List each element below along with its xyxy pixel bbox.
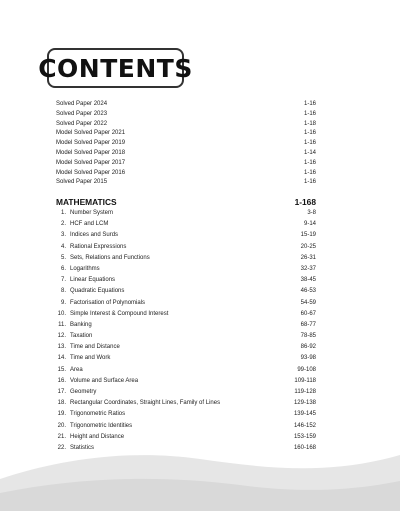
- papers-list: [56, 100, 316, 188]
- chapter-title: Time and Distance: [70, 344, 120, 351]
- chapter-entry: [56, 242, 126, 253]
- chapter-number: 14.: [57, 355, 66, 362]
- table-row: [56, 421, 316, 432]
- list-item: [56, 169, 316, 179]
- list-item: [56, 129, 316, 139]
- chapter-number: 17.: [57, 389, 66, 395]
- chapter-pages: 46-53: [300, 288, 316, 295]
- list-item: [56, 178, 316, 188]
- paper-label: Model Solved Paper 2016: [56, 169, 126, 176]
- page-title: CONTENTS: [38, 53, 193, 83]
- chapter-entry: [56, 298, 145, 309]
- chapter-pages: 139-145: [293, 411, 316, 418]
- table-row: [56, 353, 316, 364]
- table-row: [56, 298, 316, 309]
- chapter-entry: [56, 320, 92, 331]
- chapter-number: 15.: [57, 366, 66, 373]
- chapter-title: Area: [70, 366, 83, 373]
- table-row: [56, 230, 316, 241]
- chapter-entry: [56, 331, 92, 342]
- chapter-number: 12.: [57, 333, 66, 340]
- chapter-pages: 54-59: [300, 299, 316, 306]
- chapter-number: 20.: [57, 422, 66, 429]
- decorative-wave: [0, 441, 400, 511]
- chapter-pages: 153-159: [293, 433, 316, 440]
- chapter-entry: [56, 253, 150, 264]
- chapter-number: 8.: [60, 288, 66, 295]
- paper-pages: 1-14: [303, 149, 316, 156]
- contents-title-box: [38, 48, 193, 88]
- chapter-entry: [56, 286, 124, 297]
- chapter-number: 9.: [60, 299, 66, 306]
- paper-label: Model Solved Paper 2021: [56, 130, 126, 137]
- chapter-number: 18.: [57, 400, 66, 407]
- chapter-pages: 38-45: [300, 277, 316, 284]
- chapter-entry: [56, 376, 138, 387]
- chapter-number: 2.: [60, 221, 66, 228]
- chapter-pages: 160-168: [293, 444, 316, 451]
- chapter-title: Geometry: [70, 389, 97, 395]
- chapter-title: Banking: [70, 321, 92, 328]
- section-heading-row: [56, 197, 316, 207]
- chapter-entry: [56, 342, 120, 353]
- table-row: [56, 253, 316, 264]
- paper-label: Model Solved Paper 2019: [56, 140, 126, 147]
- chapter-pages: 93-98: [300, 355, 316, 362]
- chapter-title: Height and Distance: [70, 433, 125, 440]
- chapter-title: Simple Interest & Compound Interest: [70, 310, 169, 317]
- table-row: [56, 342, 316, 353]
- chapter-pages: 60-67: [300, 310, 316, 317]
- paper-label: Solved Paper 2022: [56, 120, 108, 127]
- chapter-number: 1.: [60, 210, 66, 216]
- table-row: [56, 387, 316, 398]
- chapter-title: Number System: [70, 210, 114, 216]
- chapter-entry: [56, 409, 125, 420]
- chapter-title: Rational Expressions: [70, 243, 127, 250]
- paper-pages: 1-16: [303, 140, 316, 147]
- chapter-title: Volume and Surface Area: [70, 377, 139, 384]
- paper-label: Solved Paper 2024: [56, 101, 108, 107]
- chapter-number: 5.: [60, 254, 66, 261]
- table-row: [56, 376, 316, 387]
- paper-label: Solved Paper 2015: [56, 179, 108, 186]
- chapter-entry: [56, 230, 118, 241]
- chapter-entry: [56, 219, 108, 230]
- chapter-pages: 68-77: [300, 321, 316, 328]
- paper-label: Solved Paper 2023: [56, 110, 108, 117]
- paper-label: Model Solved Paper 2017: [56, 159, 126, 166]
- table-row: [56, 286, 316, 297]
- chapter-pages: 109-118: [294, 377, 316, 384]
- chapter-pages: 99-108: [297, 366, 316, 373]
- section-heading: MATHEMATICS: [56, 197, 117, 207]
- list-item: [56, 139, 316, 149]
- chapter-title: Statistics: [70, 444, 95, 451]
- chapter-pages: 20-25: [300, 243, 316, 250]
- chapter-number: 16.: [57, 377, 66, 384]
- chapter-entry: [56, 398, 220, 409]
- table-row: [56, 275, 316, 286]
- chapter-pages: 78-85: [300, 333, 316, 340]
- chapter-number: 21.: [57, 433, 66, 440]
- chapter-number: 7.: [60, 277, 66, 284]
- chapter-title: Logarithms: [70, 265, 100, 272]
- chapter-entry: [56, 208, 113, 219]
- chapter-title: Taxation: [70, 333, 93, 340]
- chapter-entry: [56, 264, 100, 275]
- chapter-title: Rectangular Coordinates, Straight Lines, Family of Lines: [70, 400, 221, 407]
- chapter-entry: [56, 421, 132, 432]
- chapter-title: Time and Work: [70, 355, 111, 362]
- chapter-title: Quadratic Equations: [70, 288, 125, 295]
- chapter-number: 13.: [57, 344, 66, 351]
- paper-pages: 1-16: [303, 159, 316, 166]
- chapter-number: 19.: [57, 411, 66, 418]
- table-row: [56, 331, 316, 342]
- paper-pages: 1-16: [303, 179, 316, 186]
- table-row: [56, 219, 316, 230]
- paper-pages: 1-16: [303, 101, 316, 107]
- list-item: [56, 110, 316, 120]
- chapter-title: Trigonometric Identities: [70, 422, 133, 429]
- chapter-pages: 9-14: [303, 221, 316, 228]
- chapter-title: Sets, Relations and Functions: [70, 254, 150, 261]
- list-item: [56, 149, 316, 159]
- list-item: [56, 120, 316, 130]
- chapter-pages: 3-8: [307, 210, 316, 216]
- chapter-entry: [56, 275, 115, 286]
- paper-label: Model Solved Paper 2018: [56, 149, 126, 156]
- table-row: [56, 320, 316, 331]
- chapter-entry: [56, 387, 96, 398]
- table-row: [56, 309, 316, 320]
- list-item: [56, 159, 316, 169]
- chapter-entry: [56, 365, 83, 376]
- chapter-pages: 146-152: [293, 422, 316, 429]
- table-row: [56, 208, 316, 219]
- chapter-pages: 129-138: [293, 400, 316, 407]
- chapter-title: Linear Equations: [70, 277, 116, 284]
- chapter-pages: 86-92: [300, 344, 316, 351]
- chapter-number: 22.: [57, 444, 66, 451]
- chapter-title: HCF and LCM: [70, 221, 109, 228]
- chapter-number: 3.: [60, 232, 66, 239]
- chapters-list: [56, 208, 316, 454]
- paper-pages: 1-16: [303, 110, 316, 117]
- chapter-pages: 15-19: [300, 232, 316, 239]
- chapter-pages: 26-31: [300, 254, 316, 261]
- paper-pages: 1-16: [303, 130, 316, 137]
- table-row: [56, 365, 316, 376]
- chapter-pages: 32-37: [300, 265, 316, 272]
- table-row: [56, 398, 316, 409]
- section-pages: 1-168: [294, 197, 316, 207]
- paper-pages: 1-18: [303, 120, 316, 127]
- chapter-entry: [56, 353, 110, 364]
- paper-pages: 1-16: [303, 169, 316, 176]
- chapter-title: Trigonometric Ratios: [70, 411, 126, 418]
- chapter-entry: [56, 309, 168, 320]
- chapter-title: Factorisation of Polynomials: [70, 299, 146, 306]
- list-item: [56, 100, 316, 110]
- chapter-pages: 119-128: [294, 389, 316, 395]
- chapter-number: 4.: [60, 243, 66, 250]
- table-row: [56, 264, 316, 275]
- chapter-title: Indices and Surds: [70, 232, 119, 239]
- table-row: [56, 409, 316, 420]
- chapter-number: 11.: [58, 321, 66, 328]
- chapter-number: 6.: [60, 265, 66, 272]
- table-row: [56, 242, 316, 253]
- chapter-number: 10.: [57, 310, 66, 317]
